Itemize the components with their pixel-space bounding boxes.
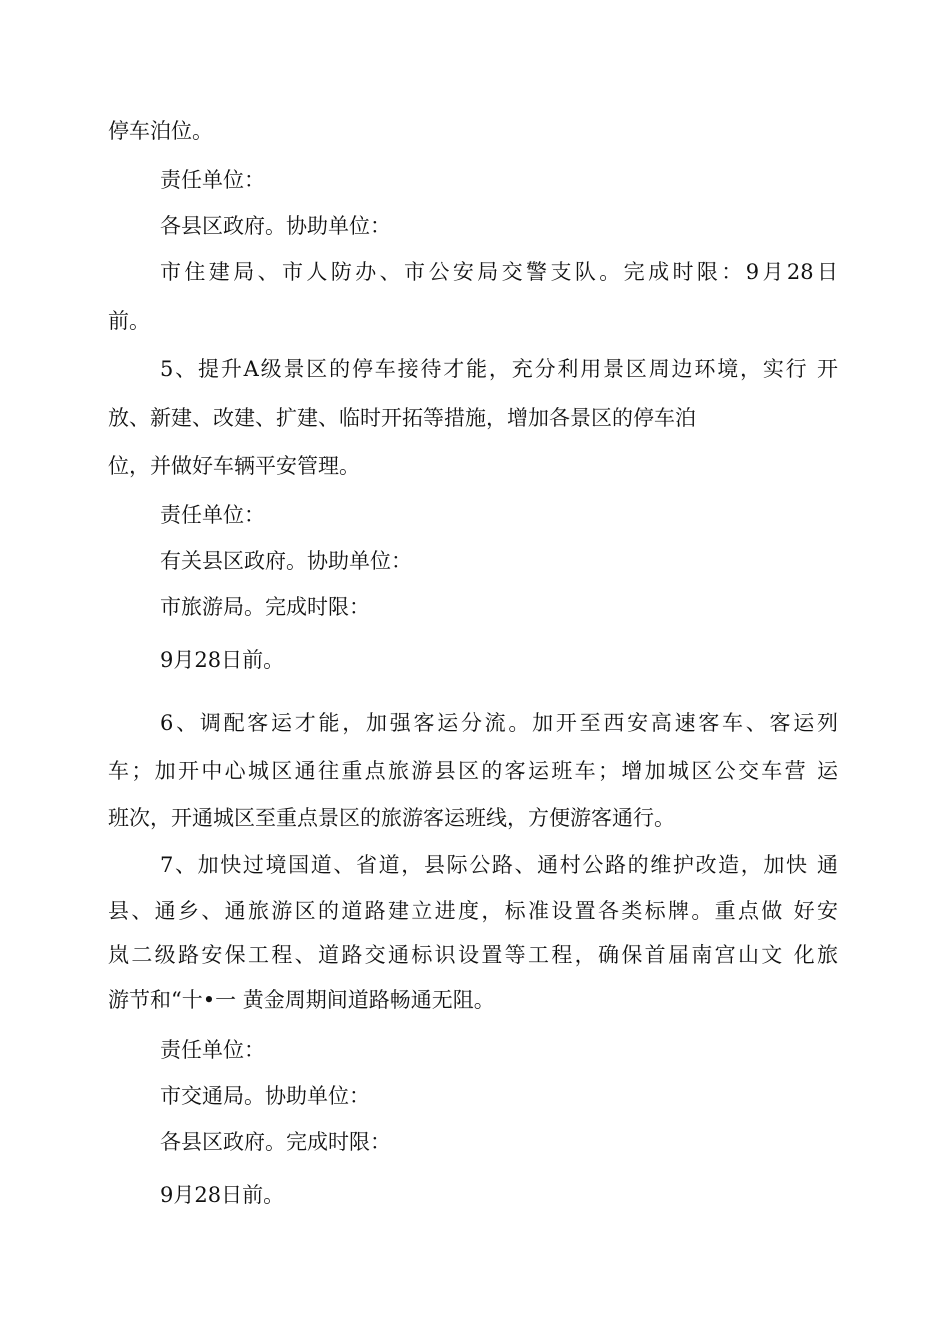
text-line: 市交通局。协助单位： xyxy=(160,1084,370,1108)
text-line: 市旅游局。完成时限： xyxy=(160,595,370,619)
text-line: 6、调配客运才能，加强客运分流。加开至西安高速客车、客运列 xyxy=(160,711,838,735)
text-line: 责任单位： xyxy=(160,168,265,192)
text-line: 停车泊位。 xyxy=(108,119,213,143)
text-line: 位，并做好车辆平安管理。 xyxy=(108,454,360,478)
text-line: 责任单位： xyxy=(160,503,265,527)
text-line: 责任单位： xyxy=(160,1038,265,1062)
text-line: 5、提升A级景区的停车接待才能，充分利用景区周边环境，实行 开 xyxy=(160,357,838,381)
text-line: 各县区政府。完成时限： xyxy=(160,1130,391,1154)
text-line: 游节和“十•一 黄金周期间道路畅通无阻。 xyxy=(108,988,495,1012)
text-line: 各县区政府。协助单位： xyxy=(160,214,391,238)
text-line: 7、加快过境国道、省道，县际公路、通村公路的维护改造，加快 通 xyxy=(160,853,838,877)
text-line: 放、新建、改建、扩建、临时开拓等措施，增加各景区的停车泊 xyxy=(108,406,696,430)
text-line: 班次，开通城区至重点景区的旅游客运班线，方便游客通行。 xyxy=(108,806,675,830)
text-line: 岚二级路安保工程、道路交通标识设置等工程，确保首届南宫山文 化旅 xyxy=(108,943,838,967)
text-line: 有关县区政府。协助单位： xyxy=(160,549,412,573)
text-line: 市住建局、市人防办、市公安局交警支队。完成时限：9月28日 xyxy=(160,260,838,284)
text-line: 车；加开中心城区通往重点旅游县区的客运班车；增加城区公交车营 运 xyxy=(108,759,838,783)
text-line: 9月28日前。 xyxy=(160,1183,285,1207)
text-line: 县、通乡、通旅游区的道路建立进度，标准设置各类标牌。重点做 好安 xyxy=(108,899,838,923)
text-line: 前。 xyxy=(108,309,150,333)
text-line: 9月28日前。 xyxy=(160,648,285,672)
